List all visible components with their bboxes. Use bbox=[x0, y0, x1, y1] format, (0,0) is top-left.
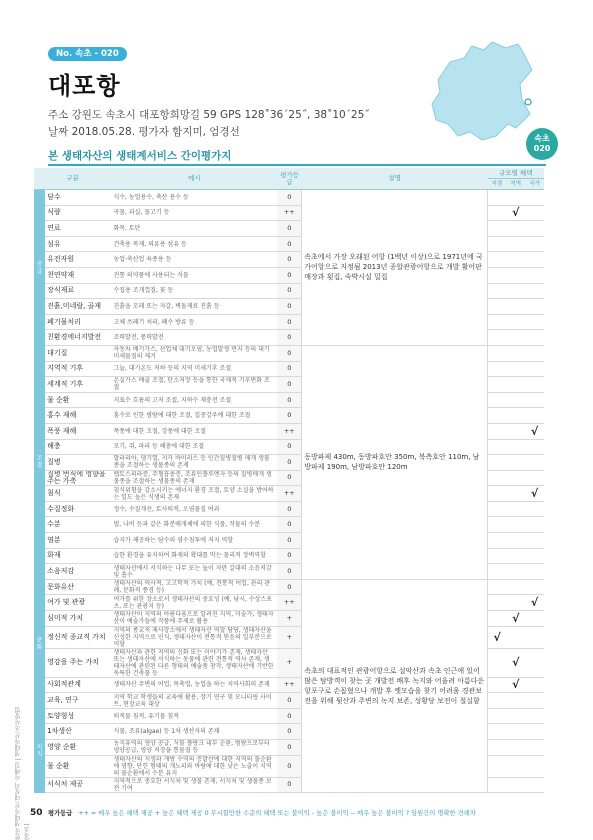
benefit-check bbox=[488, 755, 507, 777]
service-example: 곡물, 과실, 물고기 등 bbox=[111, 205, 277, 221]
service-example: 여가를 위한 장소로서 생태자산의 중요성 (예, 낚시, 수상스포츠, 또는 관광지 등) bbox=[111, 595, 277, 611]
benefit-check bbox=[506, 283, 525, 299]
benefit-check bbox=[488, 548, 507, 564]
benefit-check bbox=[525, 611, 544, 627]
benefit-check bbox=[525, 626, 544, 648]
service-name: 홍수 재해 bbox=[45, 408, 111, 424]
header-nation: 국가 bbox=[525, 179, 544, 190]
rating-cell: 0 bbox=[277, 267, 301, 283]
service-example: 식수, 농업용수, 축산 용수 등 bbox=[111, 190, 277, 206]
rating-cell: ++ bbox=[277, 486, 301, 502]
description-cell: 속초에서 가장 오래된 어항 (1백년 이상)으로 1971년에 국가어항으로 지정됨 2013년 종합관광어항으로 개발 활어판매장과 횟집, 숙박시설 밀집 bbox=[302, 190, 488, 346]
rating-cell: 0 bbox=[277, 361, 301, 377]
benefit-check bbox=[488, 740, 507, 756]
rating-cell: 0 bbox=[277, 579, 301, 595]
benefit-check bbox=[506, 330, 525, 346]
benefit-check bbox=[488, 501, 507, 517]
benefit-check bbox=[506, 267, 525, 283]
service-name: 토양형성 bbox=[45, 708, 111, 724]
benefit-check bbox=[506, 455, 525, 471]
rating-cell: 0 bbox=[277, 724, 301, 740]
service-name: 영양 순환 bbox=[45, 740, 111, 756]
benefit-check bbox=[488, 579, 507, 595]
benefit-check bbox=[525, 564, 544, 580]
benefit-check bbox=[506, 423, 525, 439]
service-example: 퇴적물 침적, 유기물 침적 bbox=[111, 708, 277, 724]
service-name: 서식처 제공 bbox=[45, 777, 111, 793]
service-example: 온실가스 배출 조절, 탄소저장 등을 통한 국제적 기후변화 조절 bbox=[111, 377, 277, 393]
benefit-check bbox=[506, 236, 525, 252]
rating-cell: ++ bbox=[277, 423, 301, 439]
benefit-check bbox=[525, 267, 544, 283]
service-example: 화목, 토탄 bbox=[111, 221, 277, 237]
service-example: 홍수로 인한 범람에 대한 조절, 집중강우에 대한 조절 bbox=[111, 408, 277, 424]
rating-cell: 0 bbox=[277, 314, 301, 330]
rating-cell: 0 bbox=[277, 190, 301, 206]
header-example: 예시 bbox=[111, 168, 277, 190]
service-example: 수집용 조개껍질, 꽃 등 bbox=[111, 283, 277, 299]
page-number: 50 bbox=[30, 808, 43, 818]
service-example: 건축용 목재, 의류용 섬유 등 bbox=[111, 236, 277, 252]
benefit-check bbox=[488, 205, 507, 221]
service-example: 조력발전, 풍력발전 bbox=[111, 330, 277, 346]
rating-cell: + bbox=[277, 626, 301, 648]
benefit-check bbox=[525, 314, 544, 330]
benefit-check bbox=[488, 595, 507, 611]
benefit-check bbox=[488, 533, 507, 549]
benefit-check: √ bbox=[506, 205, 525, 221]
benefit-check bbox=[488, 423, 507, 439]
benefit-check bbox=[525, 408, 544, 424]
service-name: 폐기물처리 bbox=[45, 314, 111, 330]
table-row bbox=[34, 345, 544, 361]
service-example: 폭풍에 대한 조절, 강풍에 대한 조절 bbox=[111, 423, 277, 439]
service-name: 장식재료 bbox=[45, 283, 111, 299]
service-example: 진흙을 모래 또는 자갈, 벽돌재료 진흙 등 bbox=[111, 299, 277, 315]
service-example: 생태자산 주변의 어업, 목축업, 농업을 하는 지역사회의 존재 bbox=[111, 677, 277, 693]
header-description: 설명 bbox=[302, 168, 488, 190]
service-name: 질병 번식에 영향을 주는 가축 bbox=[45, 470, 111, 486]
benefit-check bbox=[506, 190, 525, 206]
rating-cell: 0 bbox=[277, 533, 301, 549]
rating-cell: ++ bbox=[277, 205, 301, 221]
benefit-check bbox=[506, 548, 525, 564]
service-name: 연료 bbox=[45, 221, 111, 237]
service-name: 소음저감 bbox=[45, 564, 111, 580]
service-name: 섬유 bbox=[45, 236, 111, 252]
service-example: 렙토스피라증, 주혈흡충증, 조류인플루엔자 등의 질병매개 생물종을 조절하는 생물종의 존재 bbox=[111, 470, 277, 486]
benefit-check: √ bbox=[488, 626, 507, 648]
benefit-check bbox=[506, 345, 525, 361]
benefit-check bbox=[506, 777, 525, 793]
benefit-check bbox=[506, 392, 525, 408]
benefit-check bbox=[525, 190, 544, 206]
header-region: 지역 bbox=[506, 179, 525, 190]
benefit-check: √ bbox=[525, 486, 544, 502]
service-example: 습지가 제공하는 담수의 염수침투에 저지 역할 bbox=[111, 533, 277, 549]
category-label: 지지 bbox=[34, 708, 45, 792]
benefit-check bbox=[525, 221, 544, 237]
benefit-check bbox=[506, 693, 525, 709]
service-example: 식물, 조류(algae) 등 1차 생산자의 존재 bbox=[111, 724, 277, 740]
service-example: 지역적으로 중요한 서식처 및 생물 존재, 서식처 및 생물종 보전 기여 bbox=[111, 777, 277, 793]
benefit-check bbox=[488, 777, 507, 793]
rating-cell: 0 bbox=[277, 252, 301, 268]
benefit-check bbox=[525, 345, 544, 361]
header-site: 지점 bbox=[488, 179, 507, 190]
benefit-check bbox=[488, 377, 507, 393]
rating-cell: 0 bbox=[277, 330, 301, 346]
service-example: 생태자산이 지역의 아름다움으로 알려진 지역, 미술가, 생태자산이 예술가들에 작품에 주제로 활용 bbox=[111, 611, 277, 627]
service-name: 침식 bbox=[45, 486, 111, 502]
benefit-check bbox=[525, 392, 544, 408]
map-location-badge bbox=[526, 128, 558, 160]
benefit-check bbox=[488, 283, 507, 299]
benefit-check bbox=[525, 501, 544, 517]
header-category: 구분 bbox=[34, 168, 111, 190]
rating-cell: 0 bbox=[277, 755, 301, 777]
benefit-check bbox=[488, 314, 507, 330]
benefit-check: √ bbox=[506, 648, 525, 677]
address-gps-line: 주소 강원도 속초시 대포항희망길 59 GPS 128˚36´25˝, 38˚10´25˝ bbox=[48, 109, 370, 121]
service-name: 친환경에너지발전 bbox=[45, 330, 111, 346]
benefit-check bbox=[506, 299, 525, 315]
benefit-check bbox=[488, 267, 507, 283]
benefit-check bbox=[506, 314, 525, 330]
service-example: 정수, 수질개선, 토사퇴적, 오염물질 여과 bbox=[111, 501, 277, 517]
benefit-check bbox=[525, 377, 544, 393]
service-example: 자동차 배기가스, 산업체 대기오염, 농업발생 먼지 등의 대기 미세물질의 제거 bbox=[111, 345, 277, 361]
service-name: 유전자원 bbox=[45, 252, 111, 268]
benefit-check bbox=[525, 648, 544, 677]
rating-cell: 0 bbox=[277, 236, 301, 252]
benefit-check bbox=[506, 626, 525, 648]
benefit-check bbox=[506, 486, 525, 502]
benefit-check bbox=[488, 345, 507, 361]
service-name: 사회적관계 bbox=[45, 677, 111, 693]
service-name: 세계적 기후 bbox=[45, 377, 111, 393]
benefit-check bbox=[525, 724, 544, 740]
benefit-check bbox=[488, 677, 507, 693]
service-example: 농지유역의 영양 공급, 식물 플랑크 내부 순환, 범람으로부터 영양공급, 영양 저장을 통물질 등 bbox=[111, 740, 277, 756]
service-example: 지표수 흐름의 고저 조절, 지하수 재충전 조절 bbox=[111, 392, 277, 408]
description-cell: 속초의 대표적인 관광어항으로 설악산과 속초 인근에 있어 많은 탐방객이 찾는 곳 개발전 배후 녹지와 어울려 아름다운 항포구로 손꼽혔으나 개발 후 옛모습을 찾기 어려움 경관보전을 위해 뒷산과 주변의 녹지 보존, 성황당 보전이 절실함 bbox=[302, 579, 488, 792]
rating-cell: 0 bbox=[277, 439, 301, 455]
benefit-check bbox=[506, 439, 525, 455]
service-name: 대기질 bbox=[45, 345, 111, 361]
benefit-check bbox=[488, 517, 507, 533]
benefit-check bbox=[506, 579, 525, 595]
map-badge-number: 020 bbox=[533, 144, 551, 153]
rating-cell: 0 bbox=[277, 548, 301, 564]
description-cell: 동방파제 430m, 동방파호안 350m, 북측호안 110m, 남방파제 190m, 남방파호안 120m bbox=[302, 345, 488, 579]
benefit-check bbox=[488, 611, 507, 627]
benefit-check bbox=[488, 724, 507, 740]
benefit-check bbox=[488, 252, 507, 268]
evaluation-table bbox=[34, 168, 544, 793]
legend-items: ++ = 매우 높은 혜택 제공 + 높은 혜택 제공 0 무시할만한 수준의 혜택 또는 불이익 - 높은 불이익 -- 매우 높은 불이익 ? 임원간의 명확한 견해차 bbox=[78, 810, 476, 817]
benefit-check bbox=[488, 455, 507, 471]
category-label: 문화 bbox=[34, 579, 45, 708]
category-label: 공급 bbox=[34, 190, 45, 346]
benefit-check bbox=[506, 533, 525, 549]
section-divider bbox=[48, 164, 546, 166]
benefit-check bbox=[506, 740, 525, 756]
rating-cell: 0 bbox=[277, 377, 301, 393]
rating-cell: 0 bbox=[277, 283, 301, 299]
benefit-check bbox=[525, 740, 544, 756]
benefit-check bbox=[506, 724, 525, 740]
rating-legend bbox=[48, 808, 476, 817]
benefit-check bbox=[506, 564, 525, 580]
page-title: 대포항 bbox=[48, 72, 121, 100]
header-rating: 평가등급 bbox=[277, 168, 301, 190]
service-name: 문화유산 bbox=[45, 579, 111, 595]
service-name: 담수 bbox=[45, 190, 111, 206]
rating-cell: 0 bbox=[277, 408, 301, 424]
benefit-check bbox=[506, 252, 525, 268]
service-example: 전통 의약품에 사용되는 식물 bbox=[111, 267, 277, 283]
header-benefit-scale: 규모별 혜택 bbox=[488, 168, 544, 179]
benefit-check bbox=[488, 470, 507, 486]
service-example: 습한 환경을 유지하여 화재의 확대를 막는 물리적 장벽역할 bbox=[111, 548, 277, 564]
benefit-check bbox=[525, 470, 544, 486]
side-running-text: 한국 생태자산 대상지 사례집 | 생태자산 조사방법(속초) bbox=[15, 706, 31, 840]
benefit-check bbox=[488, 408, 507, 424]
service-example: 생태자산의 식생과 개방 수역의 증발산에 대한 지역의 물순환에 영향, 단힌 형태의 개노피와 바람에 대한 낮은 노출이 지역의 물순환에서 수분 유지 bbox=[111, 755, 277, 777]
benefit-check bbox=[525, 361, 544, 377]
benefit-check bbox=[488, 439, 507, 455]
service-example: 지역의 종교적 제사장소에서 생태자산 역할 담당, 생태자산을 신성한 지역으로 인식, 생태자산이 전통적 믿음의 일부분으로 역할 bbox=[111, 626, 277, 648]
rating-cell: 0 bbox=[277, 708, 301, 724]
service-name: 해충 bbox=[45, 439, 111, 455]
category-label: 조절 bbox=[34, 345, 45, 579]
rating-cell: 0 bbox=[277, 299, 301, 315]
service-name: 심미적 가치 bbox=[45, 611, 111, 627]
legend-label: 평가등급 bbox=[48, 810, 73, 817]
service-name: 식량 bbox=[45, 205, 111, 221]
service-example: 생태자산에서 서식하는 나무 또는 높이 자란 갈대의 소음저감 및 흡수 bbox=[111, 564, 277, 580]
service-name: 1차생산 bbox=[45, 724, 111, 740]
service-name: 질병 bbox=[45, 455, 111, 471]
service-example: 말라리아, 댕기열, 지카 바이러스 등 인간질병질병 매개 생물종을 조절하는 생물종의 존재 bbox=[111, 455, 277, 471]
benefit-check bbox=[506, 408, 525, 424]
service-name: 여가 및 관광 bbox=[45, 595, 111, 611]
benefit-check bbox=[525, 236, 544, 252]
benefit-check bbox=[506, 361, 525, 377]
benefit-check bbox=[525, 677, 544, 693]
service-name: 수분 bbox=[45, 517, 111, 533]
service-example: 생태자산과 관련 지역의 신화 또는 이야기가 존재, 생태자산 또는 생태자산에 서식하는 동물에 관련 전통적 역사 존재, 생태자산에 관련된 다른 형태의 예술품 창작, 생태자산에 기반한 독특한 건축물 등 bbox=[111, 648, 277, 677]
service-example: 벌, 나비 등과 같은 화분매개체에 의한 식물, 작물의 수분 bbox=[111, 517, 277, 533]
service-name: 교육, 연구 bbox=[45, 693, 111, 709]
service-example: 지역 학교 학생들의 교육에 활용, 장기 연구 및 모니터링 사이트, 현장교육 대상 bbox=[111, 693, 277, 709]
benefit-check bbox=[525, 299, 544, 315]
service-example: 고체 쓰레기 처리, 폐수 방류 등 bbox=[111, 314, 277, 330]
benefit-check bbox=[506, 501, 525, 517]
rating-cell: 0 bbox=[277, 501, 301, 517]
table-body bbox=[34, 190, 544, 793]
service-name: 천연약재 bbox=[45, 267, 111, 283]
service-name: 폭풍 재해 bbox=[45, 423, 111, 439]
rating-cell: ++ bbox=[277, 595, 301, 611]
service-example: 침식위험을 감소시키는 에너지 환경 조절, 토양 소실을 방어하는 일도 높은 식생의 존재 bbox=[111, 486, 277, 502]
service-example: 그늘, 대기온도 저하 등의 지역 미세기후 조절 bbox=[111, 361, 277, 377]
benefit-check bbox=[506, 470, 525, 486]
benefit-check bbox=[525, 330, 544, 346]
rating-cell: 0 bbox=[277, 470, 301, 486]
benefit-check: √ bbox=[525, 423, 544, 439]
service-name: 화재 bbox=[45, 548, 111, 564]
benefit-check bbox=[525, 579, 544, 595]
benefit-check bbox=[488, 486, 507, 502]
service-name: 물 순환 bbox=[45, 392, 111, 408]
rating-cell: 0 bbox=[277, 693, 301, 709]
rating-cell: 0 bbox=[277, 517, 301, 533]
benefit-check bbox=[525, 517, 544, 533]
benefit-check bbox=[488, 221, 507, 237]
date-evaluator-line: 날짜 2018.05.28. 평가자 함지미, 엄경선 bbox=[48, 126, 240, 138]
benefit-check bbox=[488, 190, 507, 206]
benefit-check bbox=[525, 693, 544, 709]
site-number-badge: No. 속초 - 020 bbox=[48, 47, 127, 61]
benefit-check bbox=[525, 455, 544, 471]
rating-cell: 0 bbox=[277, 221, 301, 237]
benefit-check bbox=[506, 377, 525, 393]
region-map-icon bbox=[420, 40, 540, 150]
benefit-check bbox=[506, 517, 525, 533]
service-name: 염분 bbox=[45, 533, 111, 549]
table-row bbox=[34, 579, 544, 595]
benefit-check bbox=[525, 755, 544, 777]
benefit-check bbox=[488, 708, 507, 724]
rating-cell: 0 bbox=[277, 777, 301, 793]
benefit-check bbox=[488, 236, 507, 252]
benefit-check bbox=[525, 439, 544, 455]
benefit-check bbox=[488, 564, 507, 580]
rating-cell: ++ bbox=[277, 677, 301, 693]
service-name: 수질정화 bbox=[45, 501, 111, 517]
benefit-check: √ bbox=[506, 611, 525, 627]
rating-cell: + bbox=[277, 611, 301, 627]
benefit-check: √ bbox=[506, 677, 525, 693]
service-name: 정신적 종교적 가치 bbox=[45, 626, 111, 648]
benefit-check bbox=[525, 205, 544, 221]
benefit-check bbox=[525, 533, 544, 549]
benefit-check bbox=[506, 595, 525, 611]
service-name: 물 순환 bbox=[45, 755, 111, 777]
benefit-check bbox=[488, 648, 507, 677]
rating-cell: + bbox=[277, 648, 301, 677]
benefit-check bbox=[488, 330, 507, 346]
service-example: 생태자산의 역사적, 고고학적 가치 (예, 전통적 어업, 관리 관례, 문화적 풍경 등) bbox=[111, 579, 277, 595]
rating-cell: 0 bbox=[277, 392, 301, 408]
rating-cell: 0 bbox=[277, 740, 301, 756]
benefit-check bbox=[525, 252, 544, 268]
benefit-check bbox=[525, 283, 544, 299]
rating-cell: 0 bbox=[277, 345, 301, 361]
service-name: 진흙,미네랄, 골재 bbox=[45, 299, 111, 315]
benefit-check bbox=[488, 392, 507, 408]
service-name: 영감을 주는 가치 bbox=[45, 648, 111, 677]
table-row bbox=[34, 190, 544, 206]
benefit-check bbox=[525, 777, 544, 793]
benefit-check bbox=[488, 361, 507, 377]
rating-cell: 0 bbox=[277, 564, 301, 580]
service-example: 모기, 쥐, 파리 등 해충에 대한 조절 bbox=[111, 439, 277, 455]
rating-cell: 0 bbox=[277, 455, 301, 471]
map-badge-city: 속초 bbox=[534, 134, 550, 143]
benefit-check: √ bbox=[525, 595, 544, 611]
benefit-check bbox=[506, 755, 525, 777]
section-title: 본 생태자산의 생태계서비스 간이평가지 bbox=[48, 150, 232, 162]
service-name: 지역적 기후 bbox=[45, 361, 111, 377]
benefit-check bbox=[506, 221, 525, 237]
benefit-check bbox=[488, 299, 507, 315]
service-example: 농업·축산업 육종용 등 bbox=[111, 252, 277, 268]
benefit-check bbox=[525, 708, 544, 724]
benefit-check bbox=[488, 693, 507, 709]
benefit-check bbox=[506, 708, 525, 724]
benefit-check bbox=[525, 548, 544, 564]
